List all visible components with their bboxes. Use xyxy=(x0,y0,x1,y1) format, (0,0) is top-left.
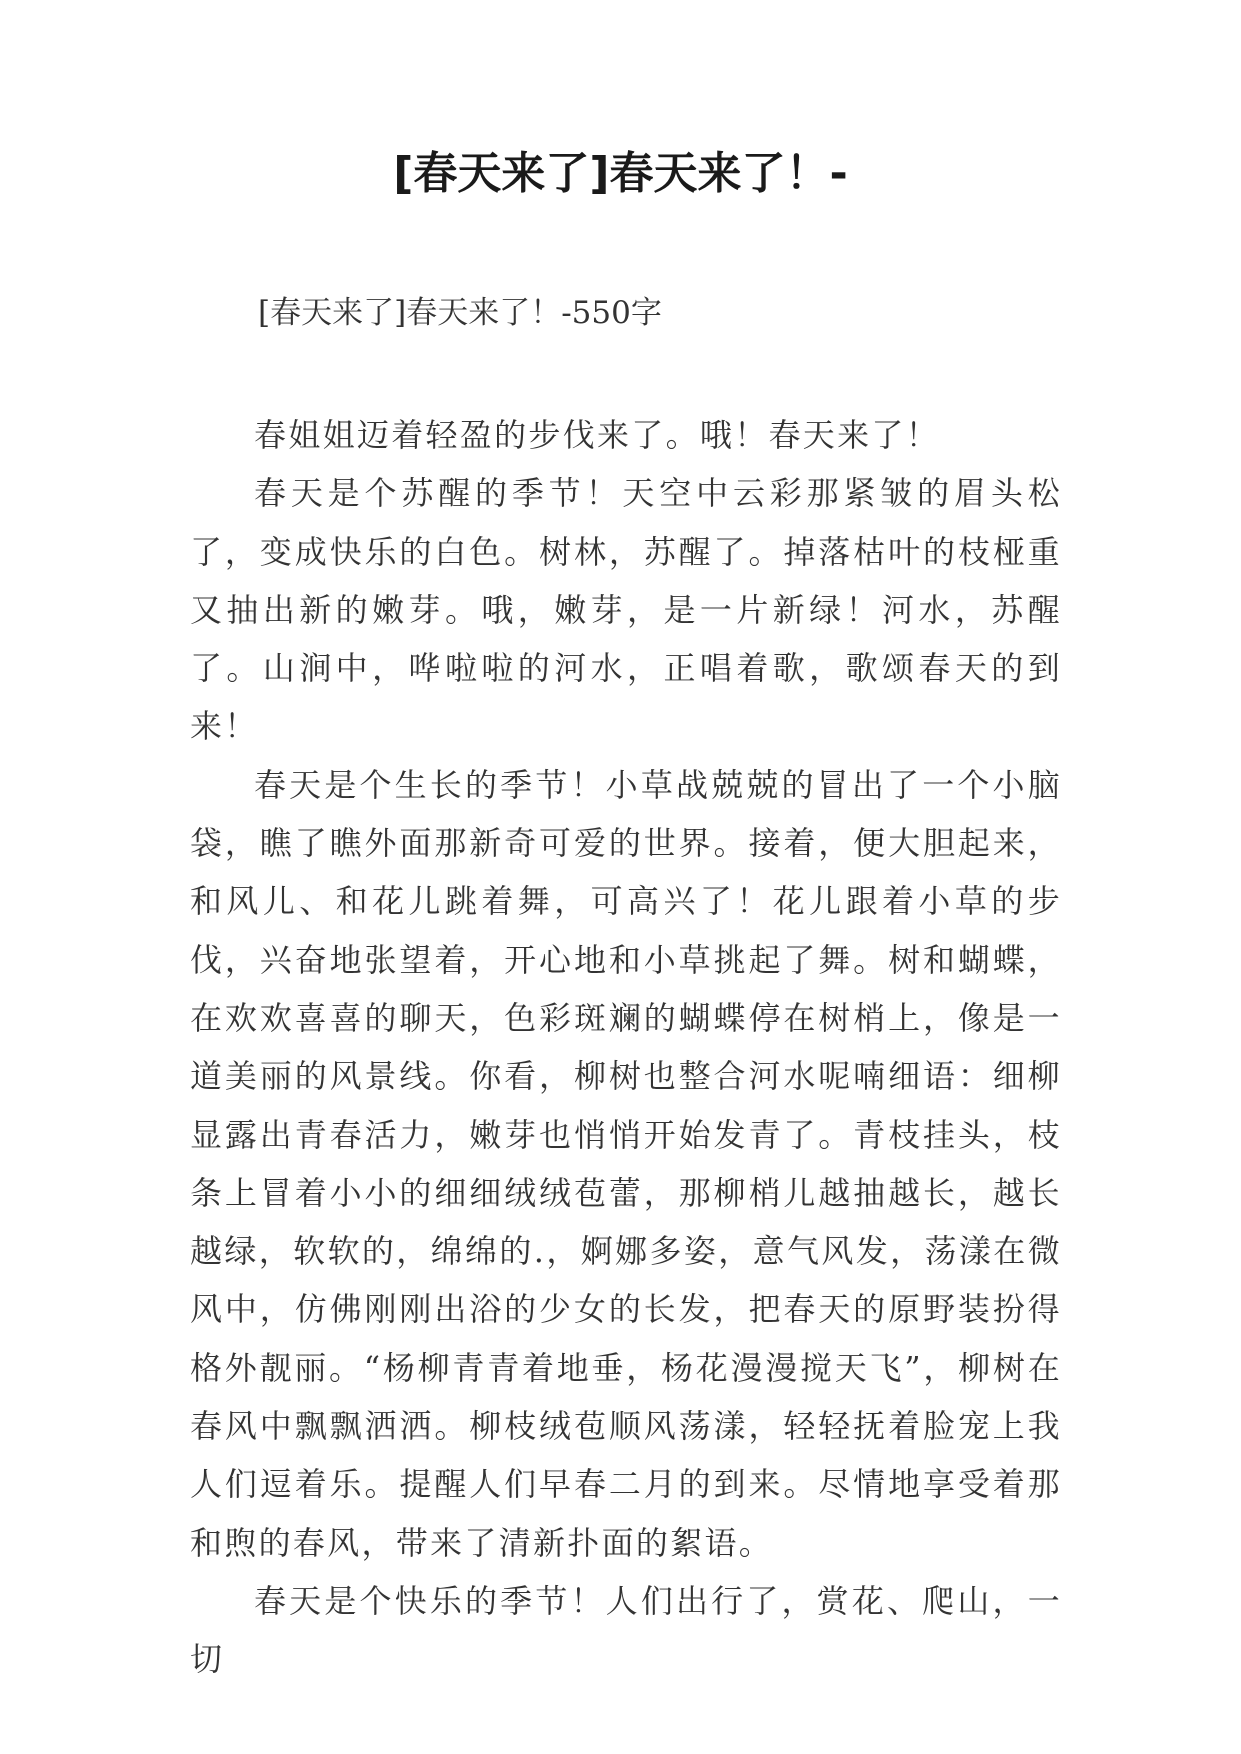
document-subtitle: [春天来了]春天来了！-550字 xyxy=(258,295,662,331)
document-title: [春天来了]春天来了！- xyxy=(393,148,848,199)
paragraph: 春天是个生长的季节！小草战兢兢的冒出了一个小脑袋，瞧了瞧外面那新奇可爱的世界。接着，便大胆起来，和风儿、和花儿跳着舞，可高兴了！花儿跟着小草的步伐，兴奋地张望着，开心地和小草挑起了舞。树和蝴蝶，在欢欢喜喜的聊天，色彩斑斓的蝴蝶停在树梢上，像是一道美丽的风景线。你看，柳树也整合河水呢喃细语：细柳显露出青春活力，嫩芽也悄悄开始发青了。青枝挂头，枝条上冒着小小的细细绒绒苞蕾，那柳梢儿越抽越长，越长越绿，软软的，绵绵的.，婀娜多姿，意气风发，荡漾在微风中，仿佛刚刚出浴的少女的长发，把春天的原野装扮得格外靓丽。“杨柳青青着地垂，杨花漫漫搅天飞”，柳树在春风中飘飘洒洒。柳枝绒苞顺风荡漾，轻轻抚着脸宠上我人们逗着乐。提醒人们早春二月的到来。尽情地享受着那和煦的春风，带来了清新扑面的絮语。 xyxy=(190,765,1062,1562)
paragraph: 春姐姐迈着轻盈的步伐来了。哦！春天来了！ xyxy=(254,416,941,454)
paragraph: 春天是个快乐的季节！人们出行了，赏花、爬山，一切 xyxy=(190,1581,1062,1679)
paragraph: 春天是个苏醒的季节！天空中云彩那紧皱的眉头松了，变成快乐的白色。树林，苏醒了。掉落枯叶的枝桠重又抽出新的嫩芽。哦，嫩芽，是一片新绿！河水，苏醒了。山涧中，哗啦啦的河水，正唱着歌，歌颂春天的到来！ xyxy=(190,474,1062,746)
document-body xyxy=(190,406,1062,1689)
